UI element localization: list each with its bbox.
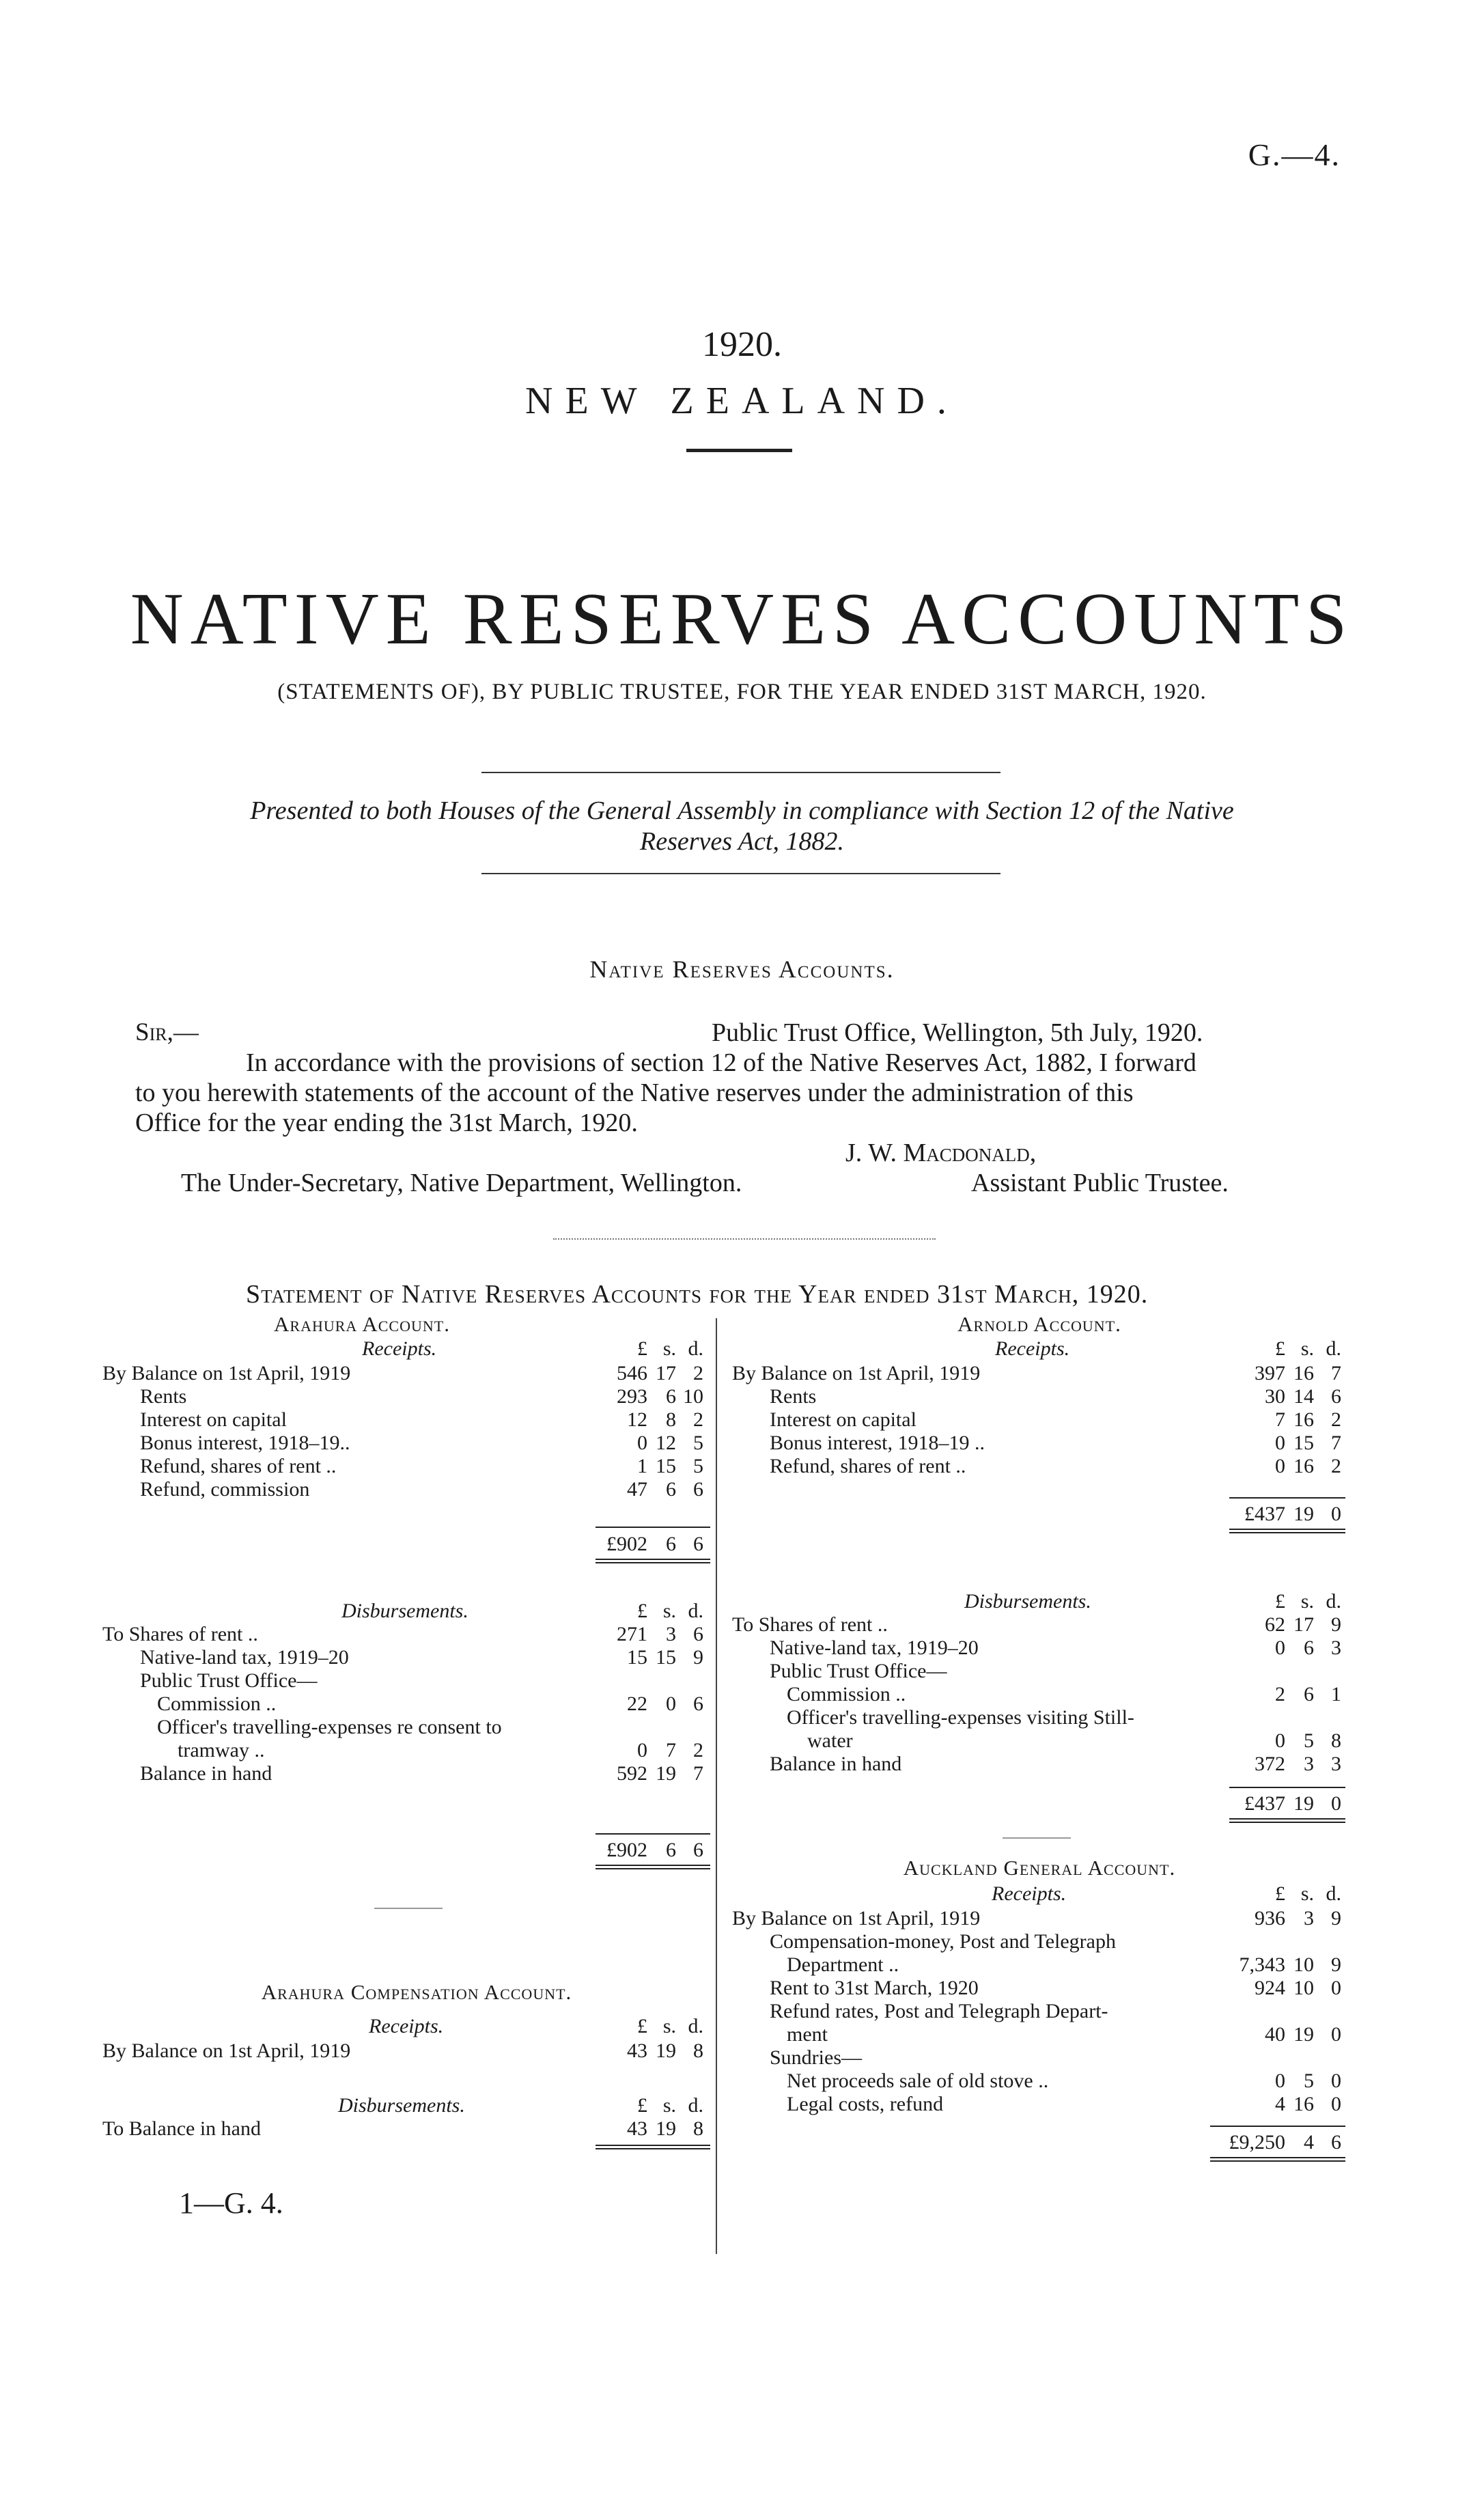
- letter-signatory-title: Assistant Public Trustee.: [971, 1169, 1229, 1197]
- account-title: Arahura Account.: [274, 1312, 450, 1336]
- amount-pence: 3: [1331, 1637, 1341, 1659]
- amount-pounds: 2: [1275, 1683, 1285, 1705]
- amount-pounds: 592: [617, 1762, 647, 1785]
- ledger-row: [102, 1739, 714, 1762]
- receipts-heading: Receipts.: [995, 1337, 1070, 1360]
- amount-pence: 2: [1331, 1408, 1341, 1431]
- page-reference: G.—4.: [1248, 137, 1341, 172]
- ledger-label: Interest on capital: [140, 1408, 287, 1431]
- receipts-total-rule: [1229, 1497, 1345, 1499]
- amount-pence: 7: [693, 1762, 703, 1785]
- amount-pence: 9: [693, 1646, 703, 1669]
- ledger-label: ment: [787, 2023, 828, 2046]
- amount-pounds: 293: [617, 1385, 647, 1408]
- pound-heading: £: [637, 2015, 647, 2037]
- ledger-label: By Balance on 1st April, 1919: [732, 1362, 981, 1384]
- amount-pounds: 30: [1265, 1385, 1285, 1408]
- total-pence: 0: [1331, 1503, 1341, 1525]
- amount-pounds: 0: [1275, 1432, 1285, 1454]
- ledger-label: To Shares of rent ..: [102, 1623, 258, 1645]
- disb-total-rule: [596, 1833, 710, 1835]
- ledger-label: Rents: [770, 1385, 817, 1408]
- amount-shillings: 19: [1293, 2023, 1314, 2046]
- ledger-row: [732, 2070, 1347, 2093]
- account-title: Arnold Account.: [957, 1312, 1121, 1336]
- ledger-row: [732, 1432, 1347, 1455]
- amount-pence: 6: [1331, 1385, 1341, 1408]
- amount-pounds: 0: [1275, 1729, 1285, 1752]
- amount-pence: 7: [1331, 1432, 1341, 1454]
- amount-pence: 2: [1331, 1455, 1341, 1477]
- amount-pounds: 43: [627, 2039, 647, 2062]
- ledger-row: [732, 1455, 1347, 1478]
- shilling-heading: s.: [662, 2094, 676, 2117]
- amount-shillings: 15: [656, 1646, 676, 1669]
- pence-heading: d.: [1326, 1337, 1341, 1360]
- amount-shillings: 6: [666, 1478, 676, 1501]
- ledger-row: [732, 1907, 1347, 1930]
- amount-shillings: 16: [1293, 1408, 1314, 1431]
- ledger-label: Net proceeds sale of old stove ..: [787, 2070, 1049, 2092]
- shilling-heading: s.: [1300, 1882, 1314, 1905]
- shilling-heading: s.: [662, 2015, 676, 2037]
- amount-shillings: 5: [1304, 1729, 1314, 1752]
- total-shillings: 6: [666, 1533, 676, 1555]
- amount-pounds: 0: [1275, 2070, 1285, 2092]
- receipts-total-row: [596, 1527, 710, 1528]
- ledger-row: [732, 2093, 1347, 2116]
- shilling-heading: s.: [662, 1337, 676, 1360]
- ledger-row: [732, 1930, 1347, 1953]
- amount-pence: 8: [1331, 1729, 1341, 1752]
- ledger-row: [102, 1362, 714, 1385]
- pound-heading: £: [637, 1600, 647, 1622]
- amount-shillings: 19: [656, 2039, 676, 2062]
- ledger-label: Refund, shares of rent ..: [770, 1455, 966, 1477]
- ledger-row: [732, 1706, 1347, 1729]
- ledger-label: Department ..: [787, 1953, 899, 1976]
- amount-pounds: 546: [617, 1362, 647, 1384]
- total-pence: 6: [693, 1839, 703, 1861]
- ledger-label: Native-land tax, 1919–20: [770, 1637, 979, 1659]
- letter-signatory: J. W. Macdonald,: [845, 1139, 1037, 1167]
- ledger-row: [732, 1977, 1347, 2000]
- amount-pounds: 7: [1275, 1408, 1285, 1431]
- amount-pounds: 7,343: [1239, 1953, 1285, 1976]
- short-divider: [374, 1908, 443, 1909]
- ledger-row: [732, 1613, 1347, 1637]
- letter-salutation: Sir,—: [135, 1018, 199, 1046]
- amount-pence: 5: [693, 1455, 703, 1477]
- amount-pounds: 1: [637, 1455, 647, 1477]
- amount-shillings: 10: [1293, 1977, 1314, 1999]
- amount-pounds: 936: [1255, 1907, 1285, 1930]
- amount-pounds: 43: [627, 2117, 647, 2140]
- pound-heading: £: [1275, 1590, 1285, 1613]
- ledger-label: Legal costs, refund: [787, 2093, 944, 2115]
- total-shillings: 4: [1304, 2131, 1314, 2154]
- amount-pounds: 47: [627, 1478, 647, 1501]
- total-pence: 0: [1331, 1792, 1341, 1815]
- ledger-label: tramway ..: [178, 1739, 265, 1761]
- amount-pounds: 924: [1255, 1977, 1285, 1999]
- amount-shillings: 10: [1293, 1953, 1314, 1976]
- ledger-label: Interest on capital: [770, 1408, 916, 1431]
- amount-shillings: 6: [1304, 1637, 1314, 1659]
- pence-heading: d.: [688, 1600, 703, 1622]
- amount-pence: 9: [1331, 1953, 1341, 1976]
- amount-shillings: 12: [656, 1432, 676, 1454]
- shilling-heading: s.: [1300, 1337, 1314, 1360]
- section-divider: [553, 1238, 936, 1240]
- pence-heading: d.: [688, 2015, 703, 2037]
- letter-addressee: The Under-Secretary, Native Department, Wellington.: [181, 1169, 742, 1197]
- presented-rule-top: [481, 772, 1000, 773]
- ledger-label: Native-land tax, 1919–20: [140, 1646, 349, 1669]
- ledger-label: By Balance on 1st April, 1919: [102, 1362, 351, 1384]
- ledger-row: [732, 2023, 1347, 2046]
- ledger-label: Balance in hand: [140, 1762, 272, 1785]
- pence-heading: d.: [688, 1337, 703, 1360]
- double-rule: [1229, 1529, 1345, 1533]
- amount-shillings: 15: [1293, 1432, 1314, 1454]
- total-pounds: £902: [606, 1533, 647, 1555]
- amount-pounds: 0: [1275, 1637, 1285, 1659]
- ledger-label: Balance in hand: [770, 1753, 902, 1775]
- amount-shillings: 16: [1293, 1362, 1314, 1384]
- ledger-label: By Balance on 1st April, 1919: [102, 2039, 351, 2062]
- amount-shillings: 8: [666, 1408, 676, 1431]
- ledger-label: Sundries—: [770, 2046, 862, 2069]
- double-rule: [1210, 2157, 1345, 2162]
- pence-heading: d.: [1326, 1590, 1341, 1613]
- presented-line-2: Reserves Act, 1882.: [640, 827, 844, 856]
- ledger-row: [102, 2117, 714, 2141]
- total-shillings: 19: [1293, 1792, 1314, 1815]
- amount-pence: 2: [693, 1739, 703, 1761]
- amount-pence: 3: [1331, 1753, 1341, 1775]
- title-divider: [686, 449, 792, 452]
- amount-shillings: 16: [1293, 2093, 1314, 2115]
- ledger-row: [732, 1683, 1347, 1706]
- ledger-row: [732, 2046, 1347, 2070]
- ledger-label: Compensation-money, Post and Telegraph: [770, 1930, 1116, 1953]
- amount-shillings: 7: [666, 1739, 676, 1761]
- amount-pence: 0: [1331, 2093, 1341, 2115]
- total-pounds: £437: [1244, 1792, 1285, 1815]
- presented-rule-bottom: [481, 873, 1000, 874]
- total-pence: 6: [693, 1533, 703, 1555]
- amount-pence: 6: [693, 1693, 703, 1715]
- amount-pence: 10: [683, 1385, 703, 1408]
- amount-shillings: 5: [1304, 2070, 1314, 2092]
- double-rule: [1229, 1818, 1345, 1823]
- ledger-label: By Balance on 1st April, 1919: [732, 1907, 981, 1930]
- pound-heading: £: [1275, 1882, 1285, 1905]
- disbursements-heading: Disbursements.: [341, 1600, 468, 1622]
- amount-pounds: 271: [617, 1623, 647, 1645]
- amount-pounds: 0: [1275, 1455, 1285, 1477]
- presented-line-1: Presented to both Houses of the General Assembly in compliance with Section 12 of the Native: [250, 796, 1234, 825]
- amount-pence: 8: [693, 2117, 703, 2140]
- ledger-label: Refund, commission: [140, 1478, 310, 1501]
- disb-total-rule: [1229, 1787, 1345, 1788]
- main-title: NATIVE RESERVES ACCOUNTS: [130, 579, 1354, 660]
- amount-shillings: 6: [1304, 1683, 1314, 1705]
- ledger-label: Commission ..: [157, 1693, 277, 1715]
- page-signature: 1—G. 4.: [179, 2186, 283, 2220]
- total-pounds: £437: [1244, 1503, 1285, 1525]
- amount-pence: 1: [1331, 1683, 1341, 1705]
- ledger-row: [102, 1623, 714, 1646]
- amount-pounds: 4: [1275, 2093, 1285, 2115]
- column-divider: [716, 1318, 717, 2254]
- account-title: Auckland General Account.: [903, 1856, 1176, 1880]
- amount-pounds: 62: [1265, 1613, 1285, 1636]
- ledger-row: [732, 1385, 1347, 1408]
- amount-pence: 0: [1331, 1977, 1341, 1999]
- amount-shillings: 3: [1304, 1753, 1314, 1775]
- amount-pence: 6: [693, 1623, 703, 1645]
- ledger-row: [732, 1362, 1347, 1385]
- ledger-row: [102, 1408, 714, 1432]
- disbursements-heading: Disbursements.: [338, 2094, 465, 2117]
- receipts-heading: Receipts.: [362, 1337, 437, 1360]
- receipts-heading: Receipts.: [369, 2015, 444, 2037]
- ledger-label: To Shares of rent ..: [732, 1613, 888, 1636]
- ledger-label: Public Trust Office—: [770, 1660, 947, 1682]
- amount-pence: 2: [693, 1362, 703, 1384]
- letter-body-line-3: Office for the year ending the 31st March, 1920.: [135, 1109, 638, 1137]
- ledger-row: [732, 1729, 1347, 1753]
- amount-pounds: 40: [1265, 2023, 1285, 2046]
- amount-pounds: 397: [1255, 1362, 1285, 1384]
- total-pounds: £9,250: [1229, 2131, 1285, 2154]
- ledger-row: [102, 1762, 714, 1785]
- amount-pence: 7: [1331, 1362, 1341, 1384]
- pound-heading: £: [637, 2094, 647, 2117]
- amount-shillings: 19: [656, 1762, 676, 1785]
- amount-pence: 9: [1331, 1613, 1341, 1636]
- ledger-row: [732, 1408, 1347, 1432]
- ledger-row: [732, 1637, 1347, 1660]
- amount-pence: 6: [693, 1478, 703, 1501]
- ledger-row: [732, 1953, 1347, 1977]
- amount-pence: 5: [693, 1432, 703, 1454]
- double-rule: [596, 1559, 710, 1563]
- ledger-row: [102, 1669, 714, 1693]
- ledger-row: [102, 1432, 714, 1455]
- statement-heading: Statement of Native Reserves Accounts for the Year ended 31st March, 1920.: [246, 1280, 1149, 1309]
- amount-pence: 0: [1331, 2070, 1341, 2092]
- ledger-label: Public Trust Office—: [140, 1669, 318, 1692]
- receipts-total-rule: [1210, 2126, 1345, 2127]
- ledger-row: [732, 1660, 1347, 1683]
- ledger-label: Refund rates, Post and Telegraph Depart-: [770, 2000, 1108, 2022]
- amount-shillings: 3: [1304, 1907, 1314, 1930]
- ledger-label: Bonus interest, 1918–19..: [140, 1432, 350, 1454]
- ledger-row: [102, 1716, 714, 1739]
- amount-pence: 0: [1331, 2023, 1341, 2046]
- ledger-label: Officer's travelling-expenses visiting Still-: [787, 1706, 1134, 1729]
- ledger-label: Commission ..: [787, 1683, 906, 1705]
- amount-pence: 9: [1331, 1907, 1341, 1930]
- receipts-heading: Receipts.: [992, 1882, 1067, 1905]
- ledger-row: [102, 1478, 714, 1501]
- amount-shillings: 3: [666, 1623, 676, 1645]
- amount-shillings: 17: [1293, 1613, 1314, 1636]
- amount-pounds: 0: [637, 1432, 647, 1454]
- amount-shillings: 14: [1293, 1385, 1314, 1408]
- amount-pounds: 0: [637, 1739, 647, 1761]
- country-name: NEW ZEALAND.: [525, 380, 959, 422]
- document-subtitle: (STATEMENTS OF), BY PUBLIC TRUSTEE, FOR THE YEAR ENDED 31ST MARCH, 1920.: [277, 680, 1207, 704]
- account-title: Arahura Compensation Account.: [261, 1980, 572, 2004]
- amount-shillings: 6: [666, 1385, 676, 1408]
- shilling-heading: s.: [1300, 1590, 1314, 1613]
- ledger-row: [102, 1455, 714, 1478]
- ledger-row: [102, 1693, 714, 1716]
- shilling-heading: s.: [662, 1600, 676, 1622]
- ledger-row: [102, 1385, 714, 1408]
- double-rule: [596, 1865, 710, 1869]
- ledger-row: [102, 1646, 714, 1669]
- amount-pounds: 372: [1255, 1753, 1285, 1775]
- amount-shillings: 19: [656, 2117, 676, 2140]
- ledger-row: [732, 2000, 1347, 2023]
- ledger-label: Officer's travelling-expenses re consent to: [157, 1716, 502, 1738]
- pound-heading: £: [1275, 1337, 1285, 1360]
- ledger-label: To Balance in hand: [102, 2117, 261, 2140]
- amount-shillings: 15: [656, 1455, 676, 1477]
- ledger-row: [102, 2039, 714, 2063]
- amount-shillings: 16: [1293, 1455, 1314, 1477]
- amount-pence: 8: [693, 2039, 703, 2062]
- pound-heading: £: [637, 1337, 647, 1360]
- ledger-label: Bonus interest, 1918–19 ..: [770, 1432, 985, 1454]
- disbursements-heading: Disbursements.: [964, 1590, 1091, 1613]
- total-pounds: £902: [606, 1839, 647, 1861]
- amount-pounds: 12: [627, 1408, 647, 1431]
- total-pence: 6: [1331, 2131, 1341, 2154]
- short-divider: [1003, 1837, 1071, 1839]
- letter-place-date: Public Trust Office, Wellington, 5th July, 1920.: [712, 1018, 1203, 1047]
- ledger-label: Refund, shares of rent ..: [140, 1455, 337, 1477]
- pence-heading: d.: [688, 2094, 703, 2117]
- total-shillings: 6: [666, 1839, 676, 1861]
- amount-shillings: 17: [656, 1362, 676, 1384]
- amount-pounds: 15: [627, 1646, 647, 1669]
- total-shillings: 19: [1293, 1503, 1314, 1525]
- ledger-label: Rents: [140, 1385, 187, 1408]
- letter-body-line-2: to you herewith statements of the account of the Native reserves under the administration of this: [135, 1078, 1134, 1107]
- amount-pounds: 22: [627, 1693, 647, 1715]
- pence-heading: d.: [1326, 1882, 1341, 1905]
- document-year: 1920.: [702, 325, 782, 364]
- ledger-label: water: [807, 1729, 853, 1752]
- letter-body-line-1: In accordance with the provisions of section 12 of the Native Reserves Act, 1882, I forward: [246, 1048, 1196, 1077]
- double-rule: [596, 2145, 710, 2149]
- amount-shillings: 0: [666, 1693, 676, 1715]
- ledger-label: Rent to 31st March, 1920: [770, 1977, 979, 1999]
- ledger-row: [732, 1753, 1347, 1776]
- letter-heading: Native Reserves Accounts.: [589, 956, 895, 983]
- amount-pence: 2: [693, 1408, 703, 1431]
